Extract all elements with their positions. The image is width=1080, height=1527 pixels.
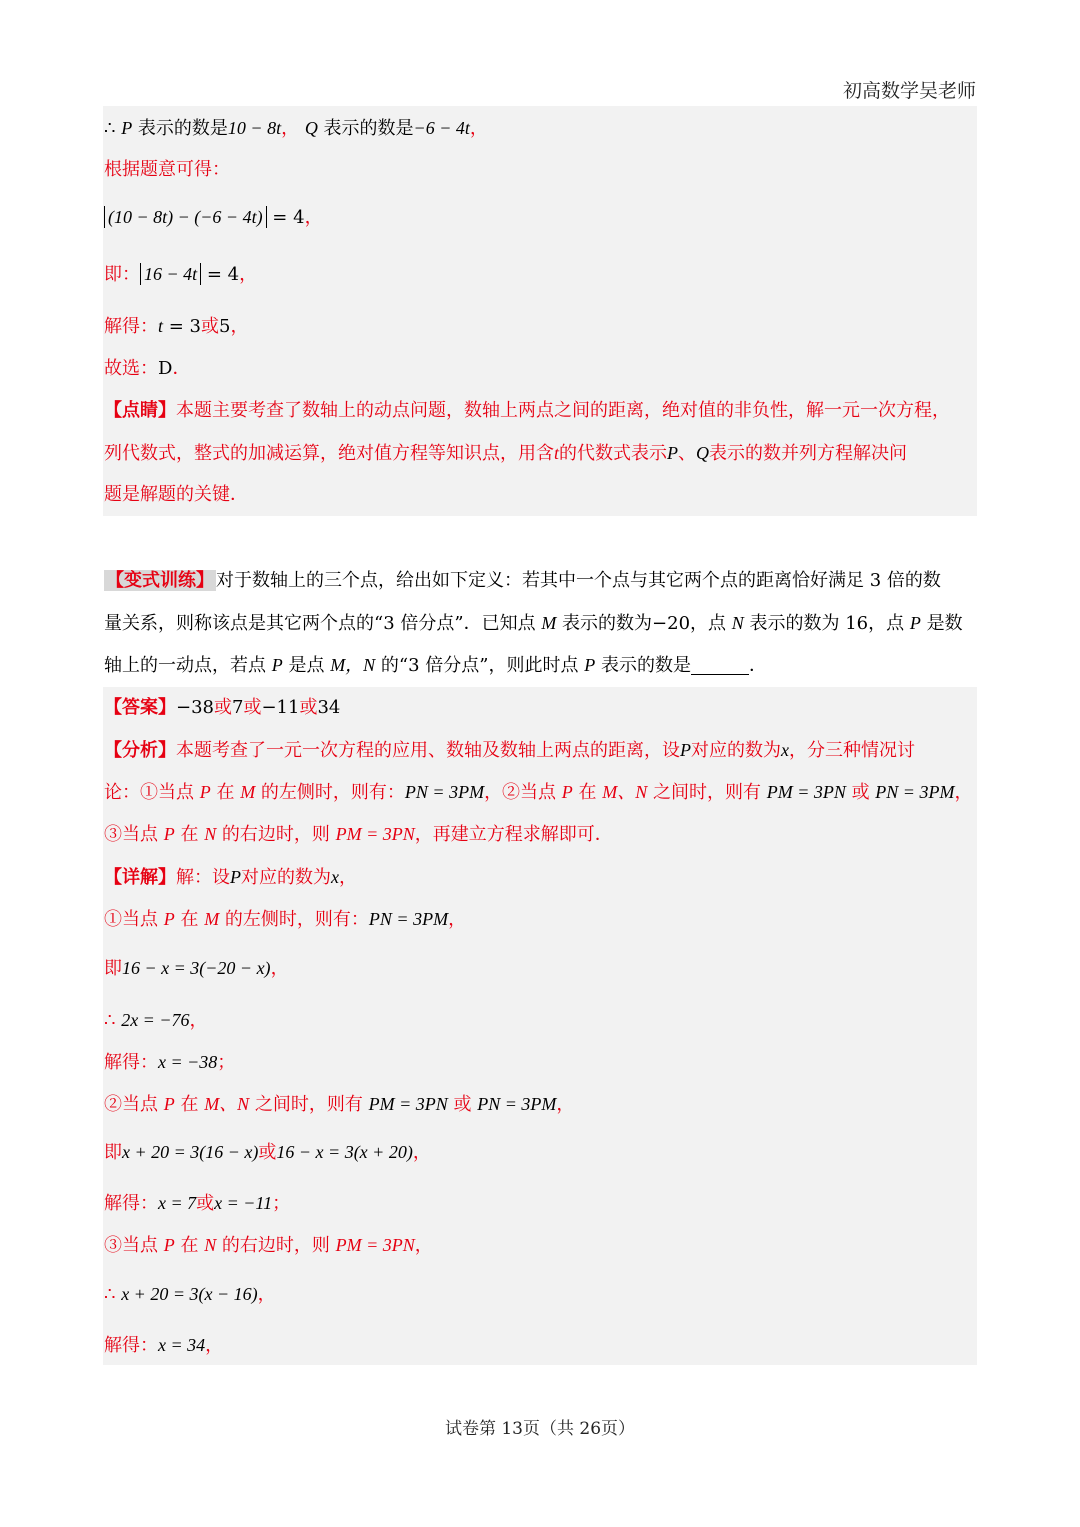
line-p-q-expression: ∴ P 表示的数是10 − 8t， Q 表示的数是−6 − 4t， — [104, 118, 488, 139]
line-choice: 故选：D． — [104, 358, 191, 379]
analysis-line-2: 论：①当点 P 在 M 的左侧时，则有：PN = 3PM，②当点 P 在 M、N 之间时，则有 PM = 3PN 或 PN = 3PM， — [104, 782, 973, 803]
question-line-1: 【变式训练】 对于数轴上的三个点，给出如下定义：若其中一个点与其它两个点的距离恰好满足 3 倍的数 — [106, 570, 941, 591]
analysis-line-1: 【分析】本题考查了一元一次方程的应用、数轴及数轴上两点的距离，设P对应的数为x，分三种情况讨 — [104, 740, 915, 761]
answer-blank — [691, 656, 749, 675]
line-simplified: 即： 16 − 4t = 4， — [104, 264, 258, 285]
detail-line-sol2: 解得：x = 7或x = −11； — [104, 1193, 291, 1214]
line-solve-t: 解得：t = 3或5， — [104, 316, 249, 337]
detail-line-eq2: 即x + 20 = 3(16 − x)或16 − x = 3(x + 20)， — [104, 1142, 431, 1163]
detail-line-1: 【详解】解：设P对应的数为x， — [104, 867, 357, 888]
answer-line: 【答案】−38或7或−11或34 — [104, 697, 341, 718]
detail-line-case3: ③当点 P 在 N 的右边时，则 PM = 3PN， — [104, 1235, 433, 1256]
author-header: 初高数学吴老师 — [842, 80, 976, 102]
detail-line-therefore1: ∴ 2x = −76， — [104, 1010, 208, 1031]
page-footer: 试卷第 13页（共 26页） — [444, 1419, 636, 1439]
detail-line-eq3: ∴ x + 20 = 3(x − 16)， — [104, 1284, 276, 1305]
line-comment-3: 题是解题的关键． — [104, 484, 248, 505]
detail-line-case1: ①当点 P 在 M 的左侧时，则有：PN = 3PM， — [104, 909, 467, 930]
question-line-3: 轴上的一动点，若点 P 是点 M，N 的“3 倍分点”，则此时点 P 表示的数是 ． — [104, 655, 767, 676]
line-abs-equation: (10 − 8t) − (−6 − 4t) = 4， — [104, 205, 323, 231]
question-line-2: 量关系，则称该点是其它两个点的“3 倍分点”．已知点 M 表示的数为−20，点 N 表示的数为 16，点 P 是数 — [104, 613, 963, 634]
line-comment-2: 列代数式，整式的加减运算，绝对值方程等知识点，用含t的代数式表示P、Q表示的数并列方程解决问 — [104, 443, 908, 464]
line-according: 根据题意可得： — [104, 159, 230, 180]
detail-line-sol3: 解得：x = 34， — [104, 1335, 224, 1356]
detail-line-case2: ②当点 P 在 M、N 之间时，则有 PM = 3PN 或 PN = 3PM， — [104, 1094, 575, 1115]
line-comment-1: 【点睛】本题主要考查了数轴上的动点问题，数轴上两点之间的距离，绝对值的非负性，解一元一次方程， — [104, 400, 950, 421]
detail-line-sol1: 解得：x = −38； — [104, 1052, 236, 1073]
detail-line-eq1: 即16 − x = 3(−20 − x)， — [104, 958, 289, 979]
analysis-line-3: ③当点 P 在 N 的右边时，则 PM = 3PN，再建立方程求解即可． — [104, 824, 613, 845]
